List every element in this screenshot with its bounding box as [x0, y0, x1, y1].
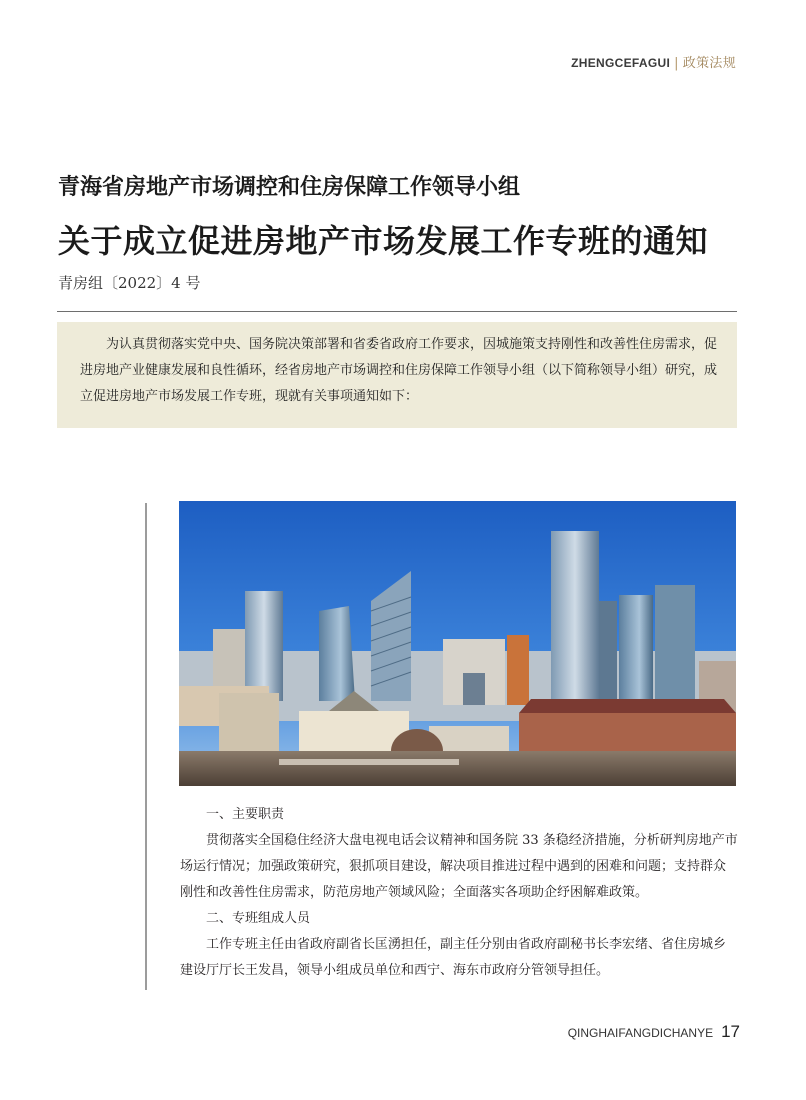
- page-number: 17: [721, 1022, 740, 1041]
- section-tag-separator: |: [674, 56, 679, 71]
- publication-name: QINGHAIFANGDICHANYE: [567, 1026, 714, 1040]
- section-tag: [520, 52, 736, 76]
- issuer-title: 青海省房地产市场调控和住房保障工作领导小组: [58, 175, 521, 200]
- intro-box: [57, 322, 737, 428]
- section-heading: 一、主要职责: [206, 807, 285, 822]
- section-heading: 二、专班组成人员: [206, 911, 311, 926]
- section-tag-chinese: 政策法规: [682, 56, 736, 71]
- article-title: 关于成立促进房地产市场发展工作专班的通知: [58, 222, 709, 260]
- intro-paragraph: 为认真贯彻落实党中央、国务院决策部署和省委省政府工作要求，因城施策支持刚性和改善性住房需求，促进房地产业健康发展和良性循环，经省房地产市场调控和住房保障工作领导小组（以下简称领导小组）研究，成立促进房地产市场发展工作专班，现就有关事项通知如下：: [80, 337, 718, 404]
- section-text: 贯彻落实全国稳住经济大盘电视电话会议精神和国务院 33 条稳经济措施，分析研判房地产市场运行情况；加强政策研究，狠抓项目建设，解决项目推进过程中遇到的困难和问题；支持群众刚性和改善性住房需求，防范房地产领域风险；全面落实各项助企纾困解难政策。: [180, 833, 738, 900]
- article-body: [180, 802, 738, 984]
- section-text: 工作专班主任由省政府副省长匡湧担任，副主任分别由省政府副秘书长李宏绪、省住房城乡建设厅厅长王发昌，领导小组成员单位和西宁、海东市政府分管领导担任。: [180, 937, 727, 978]
- title-divider: [57, 311, 737, 312]
- margin-rule: [145, 503, 147, 990]
- page-footer: [560, 1022, 740, 1044]
- section-tag-english: ZHENGCEFAGUI: [571, 56, 671, 70]
- document-number: 青房组〔2022〕4 号: [58, 274, 201, 292]
- city-skyline-photo: [179, 501, 736, 786]
